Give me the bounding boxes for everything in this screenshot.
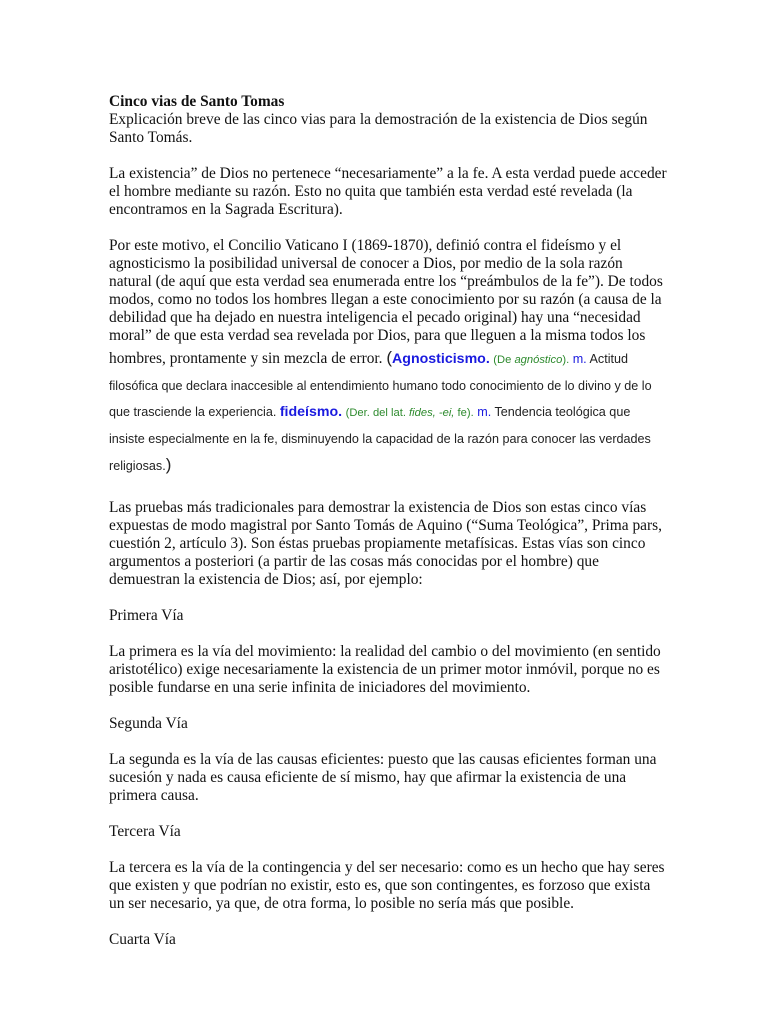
paragraph-segunda-via: La segunda es la vía de las causas eficientes: puesto que las causas eficientes forman una sucesión y nada es causa eficiente de sí mismo, hay que afirmar la existencia de una primera causa. [109,751,657,804]
heading-cuarta-via: Cuarta Vía [109,931,176,948]
paragraph-existencia: La existencia” de Dios no pertenece “necesariamente” a la fe. A esta verdad puede acceder el hombre mediante su razón. Esto no quita que también esta verdad esté revelada (la encontramos en la Sagrada Escritura). [109,165,667,218]
definition-abbr-agnosticismo: m. [572,352,587,366]
definition-text-fideismo: Tendencia teológica que insiste especialmente en la fe, disminuyendo la capacidad de la razón para conocer las verdades religiosas. [109,405,651,473]
document-body [109,93,669,949]
paragraph-concilio [109,237,669,479]
paragraph-pruebas: Las pruebas más tradicionales para demostrar la existencia de Dios son estas cinco vías expuestas de modo magistral por Santo Tomás de Aquino (“Suma Teológica”, Prima pars, cuestión 2, artículo 3). Son éstas pruebas propiamente metafísicas. Estas vías son cinco argumentos a posteriori (a partir de las cosas más conocidas por el hombre) que demuestran la existencia de Dios; así, por ejemplo: [109,499,662,588]
definition-headword-fideismo: fideísmo. [279,404,343,420]
document-subtitle: Explicación breve de las cinco vias para la demostración de la existencia de Dios según Santo Tomás. [109,111,648,146]
heading-primera-via: Primera Vía [109,607,184,624]
heading-tercera-via: Tercera Vía [109,823,181,840]
paragraph-tercera-via: La tercera es la vía de la contingencia y del ser necesario: como es un hecho que hay seres que existen y que podrían no existir, esto es, que son contingentes, es forzoso que exista un ser necesario, ya que, de otra forma, lo posible no sería más que posible. [109,859,665,912]
paragraph-concilio-text: Por este motivo, el Concilio Vaticano I (1869-1870), definió contra el fideísmo y el agnosticismo la posibilidad universal de conocer a Dios, por medio de la sola razón natural (de aquí que esta verdad sea enumerada entre los “preámbulos de la fe”). De todos modos, como no todos los hombres llegan a este conocimiento por su razón (a causa de la debilidad que ha dejado en nuestra inteligencia el pecado original) hay una “necesidad moral” de que esta verdad sea revelada por Dios, para que lleguen a la misma todos los hombres, prontamente y sin mezcla de error. [109,237,663,367]
definition-headword-agnosticismo: Agnosticismo. [392,351,490,367]
paragraph-primera-via: La primera es la vía del movimiento: la realidad del cambio o del movimiento (en sentido aristotélico) exige necesariamente la existencia de un primer motor inmóvil, porque no es posible fundarse en una serie infinita de iniciadores del movimiento. [109,643,661,696]
document-title: Cinco vias de Santo Tomas [109,93,285,110]
definition-text-agnosticismo: Actitud filosófica que declara inaccesible al entendimiento humano todo conocimiento de lo divino y de lo que trasciende la experiencia. [109,352,652,419]
dictionary-definitions [109,348,652,474]
open-paren: ( [386,348,393,367]
close-paren: ) [165,455,172,474]
definition-abbr-fideismo: m. [477,405,492,419]
heading-segunda-via: Segunda Vía [109,715,188,732]
definition-etymology-agnosticismo: (De agnóstico). [493,354,570,366]
definition-etymology-fideismo: (Der. del lat. fides, -ei, fe). [345,407,474,419]
